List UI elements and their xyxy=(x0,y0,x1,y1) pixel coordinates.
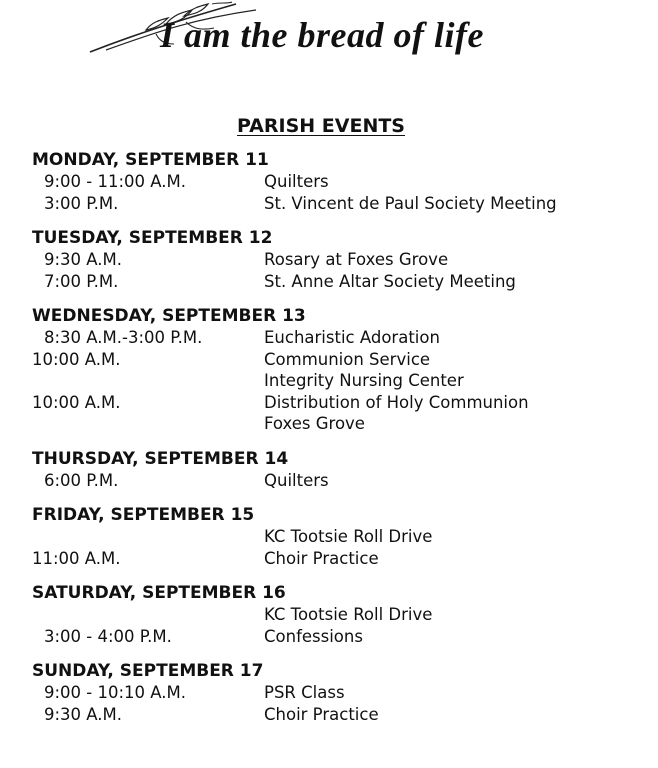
event-row xyxy=(32,470,632,492)
event-description: St. Anne Altar Society Meeting xyxy=(264,271,516,291)
event-description: Quilters xyxy=(264,470,329,490)
page-title: PARISH EVENTS xyxy=(237,115,405,137)
event-time: 9:00 - 10:10 A.M. xyxy=(44,683,187,702)
day-title: TUESDAY, SEPTEMBER 12 xyxy=(32,228,273,248)
event-description: St. Vincent de Paul Society Meeting xyxy=(264,193,557,213)
event-row xyxy=(32,626,632,648)
event-row xyxy=(32,548,632,570)
event-time: 9:00 - 11:00 A.M. xyxy=(44,172,187,191)
event-time: 11:00 A.M. xyxy=(32,548,121,568)
day-title: SATURDAY, SEPTEMBER 16 xyxy=(32,583,286,603)
day-block xyxy=(32,661,632,725)
day-block xyxy=(32,449,632,492)
event-row xyxy=(32,392,632,414)
event-row xyxy=(32,526,632,548)
day-title: WEDNESDAY, SEPTEMBER 13 xyxy=(32,306,306,326)
event-description: PSR Class xyxy=(264,683,345,702)
event-time: 3:00 P.M. xyxy=(44,193,119,213)
event-description: Distribution of Holy Communion xyxy=(264,392,529,412)
events-list xyxy=(32,150,632,739)
event-time: 7:00 P.M. xyxy=(44,271,119,291)
event-time xyxy=(32,526,264,548)
event-row xyxy=(32,249,632,271)
event-time: 8:30 A.M.-3:00 P.M. xyxy=(44,328,203,347)
event-description: KC Tootsie Roll Drive xyxy=(264,605,433,624)
event-time xyxy=(32,370,264,392)
event-time: 10:00 A.M. xyxy=(32,392,121,412)
header xyxy=(0,0,658,70)
motto-heading: I am the bread of life xyxy=(160,15,484,55)
event-description: Integrity Nursing Center xyxy=(264,371,464,390)
event-description: Foxes Grove xyxy=(264,414,365,433)
event-description: KC Tootsie Roll Drive xyxy=(264,527,433,546)
event-row xyxy=(32,193,632,215)
event-description: Rosary at Foxes Grove xyxy=(264,250,449,269)
event-row xyxy=(32,271,632,293)
event-time xyxy=(32,413,264,435)
day-title: THURSDAY, SEPTEMBER 14 xyxy=(32,448,289,469)
event-time: 9:30 A.M. xyxy=(44,250,123,269)
event-row xyxy=(32,327,632,349)
event-description: Confessions xyxy=(264,626,363,646)
day-block xyxy=(32,228,632,292)
day-title: MONDAY, SEPTEMBER 11 xyxy=(32,150,269,170)
day-title: SUNDAY, SEPTEMBER 17 xyxy=(32,661,264,681)
event-row xyxy=(32,413,632,435)
event-description: Choir Practice xyxy=(264,704,379,724)
event-time: 6:00 P.M. xyxy=(44,470,119,490)
event-row xyxy=(32,682,632,704)
event-time: 3:00 - 4:00 P.M. xyxy=(44,626,172,646)
event-time: 9:30 A.M. xyxy=(44,704,123,724)
event-description: Choir Practice xyxy=(264,548,379,568)
event-row xyxy=(32,704,632,726)
event-time xyxy=(32,604,264,626)
event-row xyxy=(32,349,632,371)
event-description: Communion Service xyxy=(264,349,431,369)
event-description: Quilters xyxy=(264,172,329,191)
day-block xyxy=(32,505,632,569)
day-title: FRIDAY, SEPTEMBER 15 xyxy=(32,505,255,525)
event-time: 10:00 A.M. xyxy=(32,349,121,369)
event-row xyxy=(32,370,632,392)
day-block xyxy=(32,583,632,647)
day-block xyxy=(32,150,632,214)
event-row xyxy=(32,604,632,626)
event-description: Eucharistic Adoration xyxy=(264,328,440,347)
day-block xyxy=(32,306,632,435)
event-row xyxy=(32,171,632,193)
